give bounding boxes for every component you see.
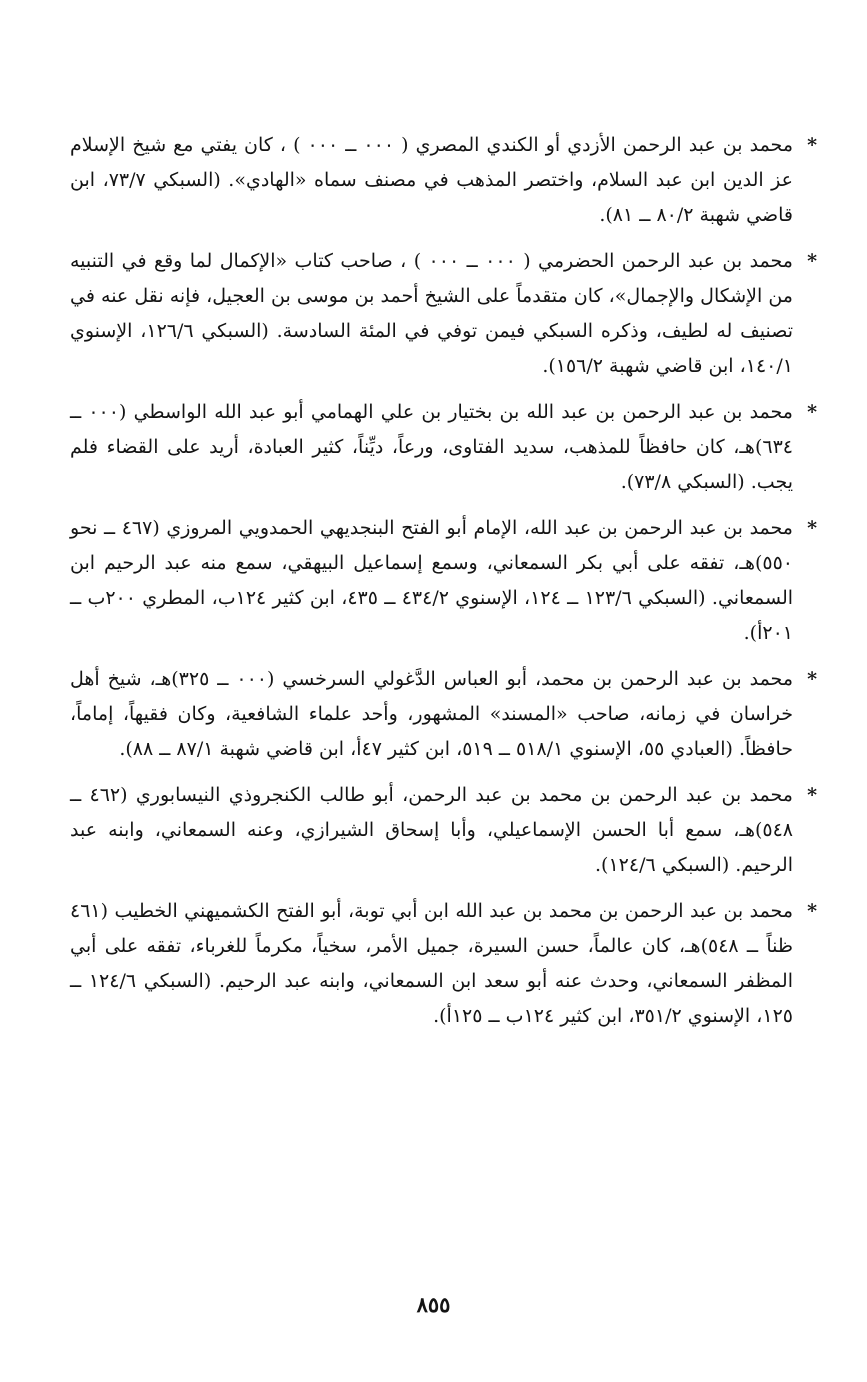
biography-entry bbox=[70, 662, 815, 767]
entry-text: محمد بن عبد الرحمن بن محمد بن عبد الله ابن أبي توبة، أبو الفتح الكشميهني الخطيب (٤٦١ ظناً ــ ٥٤٨)هـ، كان عالماً، حسن السيرة، جميل الأمر، سخياً، مكرماً للغرباء، تفقه على أبي المظفر السمعاني، وحدث عنه أبو سعد ابن السمعاني، وابنه عبد الرحيم. (السبكي ١٢٤/٦ ــ ١٢٥، الإسنوي ٣٥١/٢، ابن كثير ١٢٤ب ــ ١٢٥أ). bbox=[70, 900, 793, 1027]
entry-bullet-icon: * bbox=[807, 784, 817, 806]
entry-text: محمد بن عبد الرحمن بن محمد، أبو العباس الدَّغولي السرخسي (٠٠٠ ــ ٣٢٥)هـ، شيخ أهل خراسان في زمانه، صاحب «المسند» المشهور، وأحد علماء الشافعية، وكان فقيهاً، إماماً، حافظاً. (العبادي ٥٥، الإسنوي ٥١٨/١ ــ ٥١٩، ابن كثير ٤٧أ، ابن قاضي شهبة ٨٧/١ ــ ٨٨). bbox=[70, 668, 794, 760]
entry-bullet-icon: * bbox=[807, 134, 817, 156]
entry-text: محمد بن عبد الرحمن بن محمد بن عبد الرحمن، أبو طالب الكنجروذي النيسابوري (٤٦٢ ــ ٥٤٨)هـ، سمع أبا الحسن الإسماعيلي، وأبا إسحاق الشيرازي، وعنه السمعاني، وابنه عبد الرحيم. (السبكي ١٢٤/٦). bbox=[70, 784, 793, 876]
entry-text: محمد بن عبد الرحمن بن عبد الله بن بختيار بن علي الهمامي أبو عبد الله الواسطي (٠٠٠ ــ ٦٣٤)هـ، كان حافظاً للمذهب، سديد الفتاوى، ورعاً، ديِّناً، كثير العبادة، أريد على القضاء فلم يجب. (السبكي ٧٣/٨). bbox=[70, 401, 793, 493]
biography-entry bbox=[70, 395, 815, 500]
biography-entry bbox=[70, 244, 815, 384]
biography-entry bbox=[70, 778, 815, 883]
biography-entry bbox=[70, 894, 815, 1034]
entry-bullet-icon: * bbox=[807, 668, 817, 690]
page-number: ٨٥٥ bbox=[416, 1292, 451, 1317]
entry-text: محمد بن عبد الرحمن بن عبد الله، الإمام أبو الفتح البنجديهي الحمدويي المروزي (٤٦٧ ــ نحو ٥٥٠)هـ، تفقه على أبي بكر السمعاني، وسمع إسماعيل البيهقي، سمع منه عبد الرحيم ابن السمعاني. (السبكي ١٢٣/٦ ــ ١٢٤، الإسنوي ٤٣٤/٢ ــ ٤٣٥، ابن كثير ١٢٤ب، المطري ٢٠٠ب ــ ٢٠١أ). bbox=[70, 517, 794, 644]
entry-bullet-icon: * bbox=[807, 250, 817, 272]
biography-entry bbox=[70, 511, 815, 651]
biography-entry bbox=[70, 128, 815, 233]
entry-bullet-icon: * bbox=[807, 401, 817, 423]
entry-text: محمد بن عبد الرحمن الأزدي أو الكندي المصري ( ٠٠٠ ــ ٠٠٠ ) ، كان يفتي مع شيخ الإسلام عز الدين ابن عبد السلام، واختصر المذهب في مصنف سماه «الهادي». (السبكي ٧٣/٧، ابن قاضي شهبة ٨٠/٢ ــ ٨١). bbox=[70, 134, 794, 226]
entry-bullet-icon: * bbox=[807, 517, 817, 539]
entry-bullet-icon: * bbox=[807, 900, 817, 922]
entry-text: محمد بن عبد الرحمن الحضرمي ( ٠٠٠ ــ ٠٠٠ ) ، صاحب كتاب «الإكمال لما وقع في التنبيه من الإشكال والإجمال»، كان متقدماً على الشيخ أحمد بن موسى بن العجيل، فإنه نقل عنه في تصنيف له لطيف، وذكره السبكي فيمن توفي في المئة السادسة. (السبكي ١٢٦/٦، الإسنوي ١٤٠/١، ابن قاضي شهبة ١٥٦/٢). bbox=[70, 250, 793, 377]
biography-list bbox=[70, 128, 815, 1045]
